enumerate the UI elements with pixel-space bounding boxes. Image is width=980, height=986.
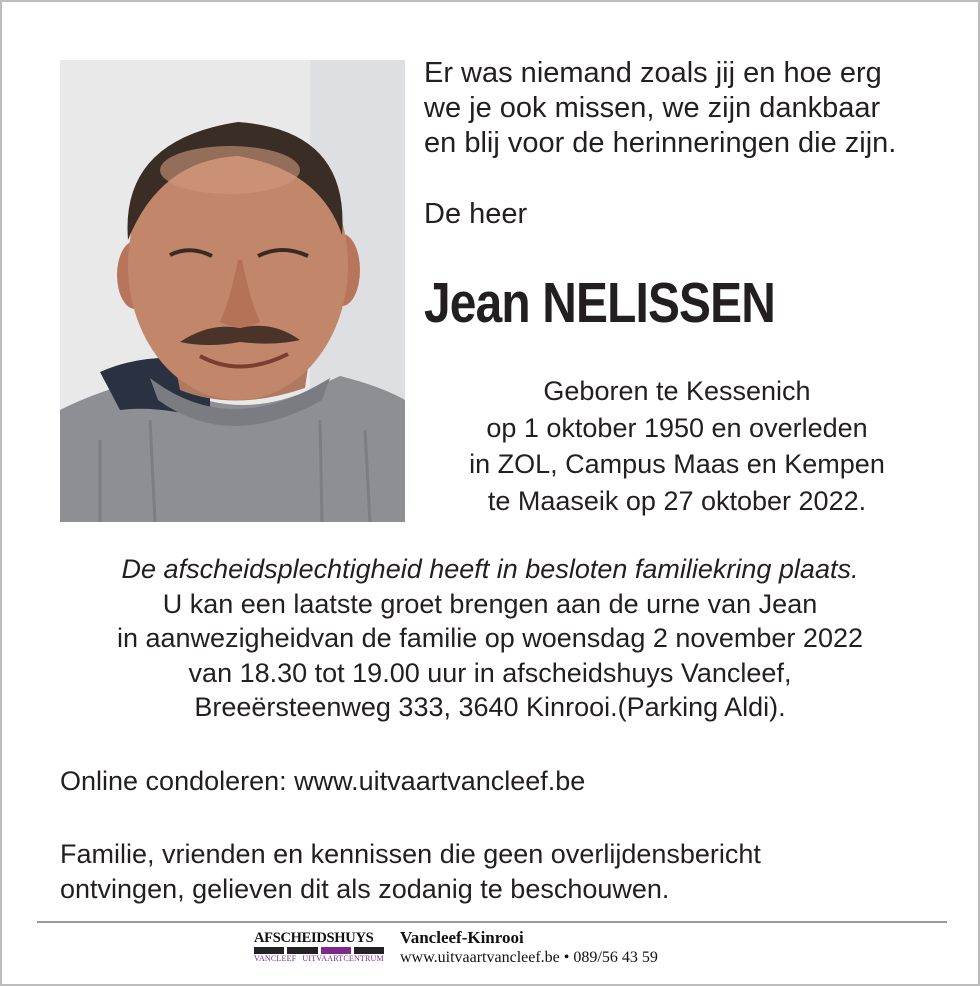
birth-death-line: in ZOL, Campus Maas en Kempen	[469, 449, 885, 479]
logo-bar	[287, 947, 317, 954]
company-name: Vancleef-Kinrooi	[400, 928, 524, 947]
salutation: De heer	[424, 198, 528, 230]
birth-death-line: te Maaseik op 27 oktober 2022.	[487, 485, 867, 516]
ceremony-line: U kan een laatste groet brengen aan de urne van Jean	[162, 588, 818, 619]
family-notice-line: ontvingen, gelieven dit als zodanig te beschouwen.	[60, 874, 670, 904]
poem-line: we je ook missen, we zijn dankbaar	[424, 92, 881, 124]
family-notice	[60, 837, 761, 907]
birth-death-line: Geboren te Kessenich	[543, 376, 811, 406]
logo-brand: VANCLEEF	[254, 954, 297, 963]
logo-bar	[254, 947, 284, 954]
logo-bars	[254, 947, 384, 954]
ceremony-line: in aanwezigheidvan de familie op woensdag 2 november 2022	[116, 623, 863, 653]
logo-subtitle	[254, 954, 384, 964]
deceased-name: Jean NELISSEN	[424, 271, 775, 335]
ceremony-details	[22, 552, 958, 725]
portrait-photo	[60, 60, 405, 522]
family-notice-line: Familie, vrienden en kennissen die geen overlijdensbericht	[60, 839, 761, 869]
logo-tagline: UITVAARTCENTRUM	[302, 954, 384, 963]
online-condolence-text: Online condoleren: www.uitvaartvancleef.be	[60, 766, 586, 796]
poem	[424, 56, 964, 161]
poem-line: en blij voor de herinneringen die zijn.	[424, 127, 897, 159]
ceremony-line: van 18.30 tot 19.00 uur in afscheidshuys Vancleef,	[188, 657, 792, 688]
logo-bar	[354, 947, 384, 954]
portrait-illustration	[60, 60, 405, 522]
ceremony-line: Breeërsteenweg 333, 3640 Kinrooi.(Parking Aldi).	[194, 692, 786, 722]
company-contact: www.uitvaartvancleef.be • 089/56 43 59	[400, 949, 658, 966]
birth-death-line: op 1 oktober 1950 en overleden	[486, 412, 868, 443]
footer-divider	[37, 921, 947, 923]
logo-bar-accent	[321, 947, 351, 954]
footer-info	[400, 928, 658, 968]
funeral-home-logo	[254, 930, 384, 964]
logo-title: AFSCHEIDSHUYS	[254, 930, 374, 946]
birth-death-details	[412, 373, 942, 519]
ceremony-intro: De afscheidsplechtigheid heeft in besloten familiekring plaats.	[121, 554, 859, 584]
poem-line: Er was niemand zoals jij en hoe erg	[424, 57, 882, 89]
